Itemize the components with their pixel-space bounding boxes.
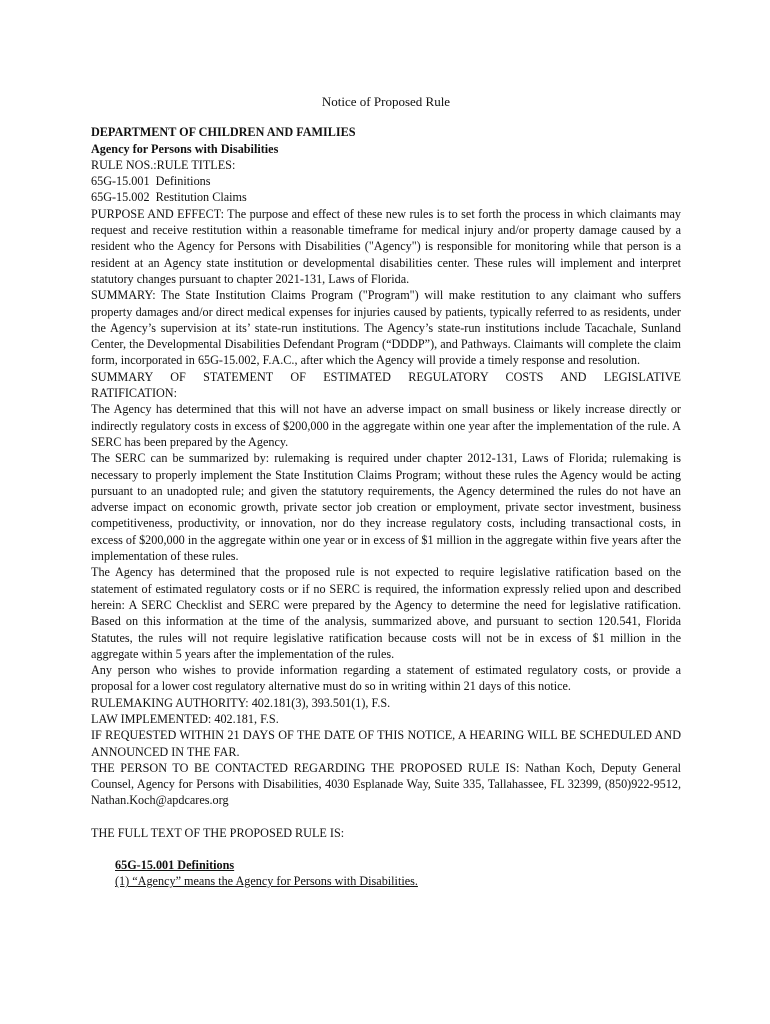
notice-title: Notice of Proposed Rule [321, 94, 451, 109]
rule-nos-label: RULE NOS.:RULE TITLES: [91, 157, 236, 172]
department-name: DEPARTMENT OF CHILDREN AND FAMILIES [91, 125, 356, 140]
rule-definition-item: (1) “Agency” means the Agency for Persons with Disabilities. [115, 874, 418, 889]
spacer [91, 809, 681, 825]
purpose-and-effect: PURPOSE AND EFFECT: The purpose and effect of these new rules is to set forth the process in which claimants may request and receive restitution within a reasonable timeframe for medical injury and/or property damage caused by a resident who the Agency for Persons with Disabilities ("Agency") is responsible for monitoring while that person is a resident at an Agency state institution or developmental disabilities center. These rules will implement and interpret statutory changes pursuant to chapter 2021-131, Laws of Florida. [91, 206, 681, 286]
serc-paragraph: The SERC can be summarized by: rulemaking is required under chapter 2012-131, Laws of Florida; rulemaking is necessary to properly implement the State Institution Claims Program; without these rules the Agency would be acting pursuant to an unadopted rule; and given the statutory requirements, the Agency determined the rules do not have an adverse impact on economic growth, private sector job creation or employment, private sector investment, business competitiveness, productivity, or innovation, nor do they increase regulatory costs, including transactional costs, in excess of $200,000 in the aggregate within one year or in excess of $1 million in the aggregate within five years after the implementation of these rules. [91, 451, 681, 564]
serc-heading: SUMMARY OF STATEMENT OF ESTIMATED REGULATORY COSTS AND LEGISLATIVE [91, 369, 681, 384]
hearing-notice: IF REQUESTED WITHIN 21 DAYS OF THE DATE OF THIS NOTICE, A HEARING WILL BE SCHEDULED AND ANNOUNCED IN THE FAR. [91, 728, 681, 759]
rulemaking-authority: RULEMAKING AUTHORITY: 402.181(3), 393.501(1), F.S. [91, 695, 391, 710]
rule-entry: 65G-15.001 Definitions [91, 174, 211, 189]
serc-paragraph: Any person who wishes to provide information regarding a statement of estimated regulatory costs, or provide a proposal for a lower cost regulatory alternative must do so in writing within 21 days of this notice. [91, 663, 681, 694]
agency-name: Agency for Persons with Disabilities [91, 141, 279, 156]
summary: SUMMARY: The State Institution Claims Program ("Program") will make restitution to any claimant who suffers property damages and/or direct medical expenses for injuries caused by patients, typically referred to as residents, under the Agency’s supervision at its’ state-run institutions. The Agency’s state-run institutions include Tacachale, Sunland Center, the Developmental Disabilities Defendant Program (“DDDP”), and Pathways. Claimants will complete the claim form, incorporated in 65G-15.002, F.A.C., after which the Agency will provide a timely response and resolution. [91, 288, 681, 368]
serc-paragraph: The Agency has determined that this will not have an adverse impact on small business or likely increase directly or indirectly regulatory costs in excess of $200,000 in the aggregate within one year after the implementation of the rule. A SERC has been prepared by the Agency. [91, 402, 681, 449]
full-text-heading: THE FULL TEXT OF THE PROPOSED RULE IS: [91, 825, 345, 840]
rule-entry: 65G-15.002 Restitution Claims [91, 190, 247, 205]
law-implemented: LAW IMPLEMENTED: 402.181, F.S. [91, 711, 279, 726]
document-page [91, 94, 681, 890]
spacer [91, 841, 681, 857]
serc-heading-cont: RATIFICATION: [91, 386, 177, 401]
contact-person: THE PERSON TO BE CONTACTED REGARDING THE PROPOSED RULE IS: Nathan Koch, Deputy General Counsel, Agency for Persons with Disabilities, 4030 Esplanade Way, Suite 335, Tallahassee, FL 32399, (850)922-9512, Nathan.Koch@apdcares.org [91, 760, 681, 808]
serc-paragraph: The Agency has determined that the proposed rule is not expected to require legislative ratification based on the statement of estimated regulatory costs or if no SERC is required, the information expressly relied upon and described herein: A SERC Checklist and SERC were prepared by the Agency to determine the need for legislative ratification. Based on this information at the time of the analysis, summarized above, and pursuant to section 120.541, Florida Statutes, the rules will not require legislative ratification because costs will not be in excess of $1 million in the aggregate within 5 years after the implementation of the rules. [91, 565, 681, 661]
rule-section-heading: 65G-15.001 Definitions [115, 858, 235, 873]
